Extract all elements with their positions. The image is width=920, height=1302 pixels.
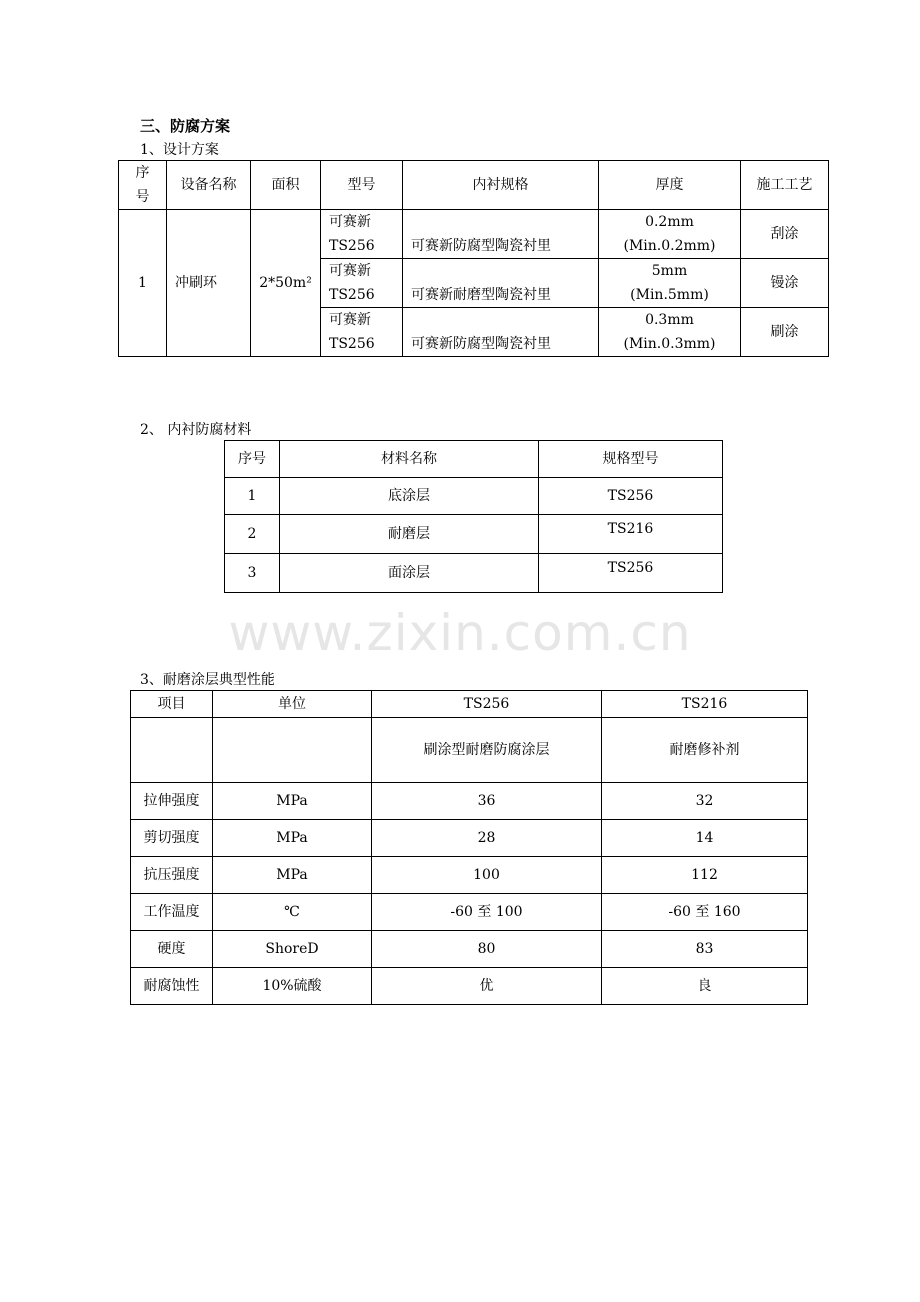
performance-unit: 10%硫酸 (213, 968, 372, 1005)
performance-desc-unit (213, 718, 372, 783)
design-header-area: 面积 (251, 161, 321, 210)
performance-desc-ts256: 刷涂型耐磨防腐涂层 (372, 718, 602, 783)
performance-unit: ShoreD (213, 931, 372, 968)
design-thickness: 0.2mm (Min.0.2mm) (599, 210, 741, 259)
table-row (119, 210, 829, 259)
performance-desc-item (131, 718, 213, 783)
materials-seq: 3 (225, 554, 280, 593)
performance-desc-ts216: 耐磨修补剂 (602, 718, 808, 783)
performance-ts216: 良 (602, 968, 808, 1005)
performance-ts256: 优 (372, 968, 602, 1005)
performance-item: 硬度 (131, 931, 213, 968)
performance-ts256: 28 (372, 820, 602, 857)
design-model: 可赛新 TS256 (321, 259, 403, 308)
table-row (131, 931, 808, 968)
materials-spec: TS256 (539, 554, 723, 593)
design-process: 刮涂 (741, 210, 829, 259)
design-process: 刷涂 (741, 308, 829, 357)
design-model: 可赛新 TS256 (321, 210, 403, 259)
performance-ts256: 36 (372, 783, 602, 820)
design-table (118, 160, 829, 357)
design-header-spec: 内衬规格 (403, 161, 599, 210)
materials-subtitle: 2、 内衬防腐材料 (140, 422, 252, 438)
performance-ts216: 112 (602, 857, 808, 894)
performance-unit: MPa (213, 857, 372, 894)
performance-header-item: 项目 (131, 691, 213, 718)
design-spec: 可赛新耐磨型陶瓷衬里 (403, 259, 599, 308)
performance-ts256: 100 (372, 857, 602, 894)
performance-item: 工作温度 (131, 894, 213, 931)
design-header-thickness: 厚度 (599, 161, 741, 210)
performance-ts216: 83 (602, 931, 808, 968)
performance-header-row (131, 691, 808, 718)
table-row (225, 554, 723, 593)
performance-item: 耐腐蚀性 (131, 968, 213, 1005)
design-header-process: 施工工艺 (741, 161, 829, 210)
materials-table (224, 440, 723, 593)
table-row (131, 968, 808, 1005)
performance-desc-row (131, 718, 808, 783)
design-subtitle: 1、设计方案 (140, 142, 219, 158)
materials-header-seq: 序号 (225, 441, 280, 478)
performance-unit: ℃ (213, 894, 372, 931)
performance-unit: MPa (213, 820, 372, 857)
materials-header-name: 材料名称 (280, 441, 539, 478)
design-header-model: 型号 (321, 161, 403, 210)
performance-ts256: -60 至 100 (372, 894, 602, 931)
table-row (225, 515, 723, 554)
design-thickness: 0.3mm (Min.0.3mm) (599, 308, 741, 357)
materials-name: 耐磨层 (280, 515, 539, 554)
design-header-equipment: 设备名称 (167, 161, 251, 210)
performance-header-ts256: TS256 (372, 691, 602, 718)
design-spec: 可赛新防腐型陶瓷衬里 (403, 210, 599, 259)
design-seq: 1 (119, 210, 167, 357)
performance-item: 拉伸强度 (131, 783, 213, 820)
performance-item: 剪切强度 (131, 820, 213, 857)
materials-seq: 1 (225, 478, 280, 515)
performance-ts216: 14 (602, 820, 808, 857)
performance-table (130, 690, 808, 1005)
performance-header-ts216: TS216 (602, 691, 808, 718)
design-area: 2*50m² (251, 210, 321, 357)
materials-name: 底涂层 (280, 478, 539, 515)
design-header-row (119, 161, 829, 210)
table-row (131, 820, 808, 857)
performance-item: 抗压强度 (131, 857, 213, 894)
table-row (225, 478, 723, 515)
performance-unit: MPa (213, 783, 372, 820)
performance-ts216: -60 至 160 (602, 894, 808, 931)
table-row (131, 894, 808, 931)
performance-subtitle: 3、耐磨涂层典型性能 (140, 672, 275, 688)
design-equipment: 冲刷环 (167, 210, 251, 357)
design-thickness: 5mm (Min.5mm) (599, 259, 741, 308)
performance-header-unit: 单位 (213, 691, 372, 718)
table-row (131, 857, 808, 894)
design-model: 可赛新 TS256 (321, 308, 403, 357)
materials-header-row (225, 441, 723, 478)
materials-spec: TS216 (539, 515, 723, 554)
design-process: 镘涂 (741, 259, 829, 308)
materials-seq: 2 (225, 515, 280, 554)
performance-ts256: 80 (372, 931, 602, 968)
table-row (131, 783, 808, 820)
materials-spec: TS256 (539, 478, 723, 515)
design-header-seq: 序 号 (119, 161, 167, 210)
materials-name: 面涂层 (280, 554, 539, 593)
section-title: 三、防腐方案 (140, 117, 231, 135)
watermark: www.zixin.com.cn (228, 604, 692, 662)
design-spec: 可赛新防腐型陶瓷衬里 (403, 308, 599, 357)
materials-header-spec: 规格型号 (539, 441, 723, 478)
performance-ts216: 32 (602, 783, 808, 820)
